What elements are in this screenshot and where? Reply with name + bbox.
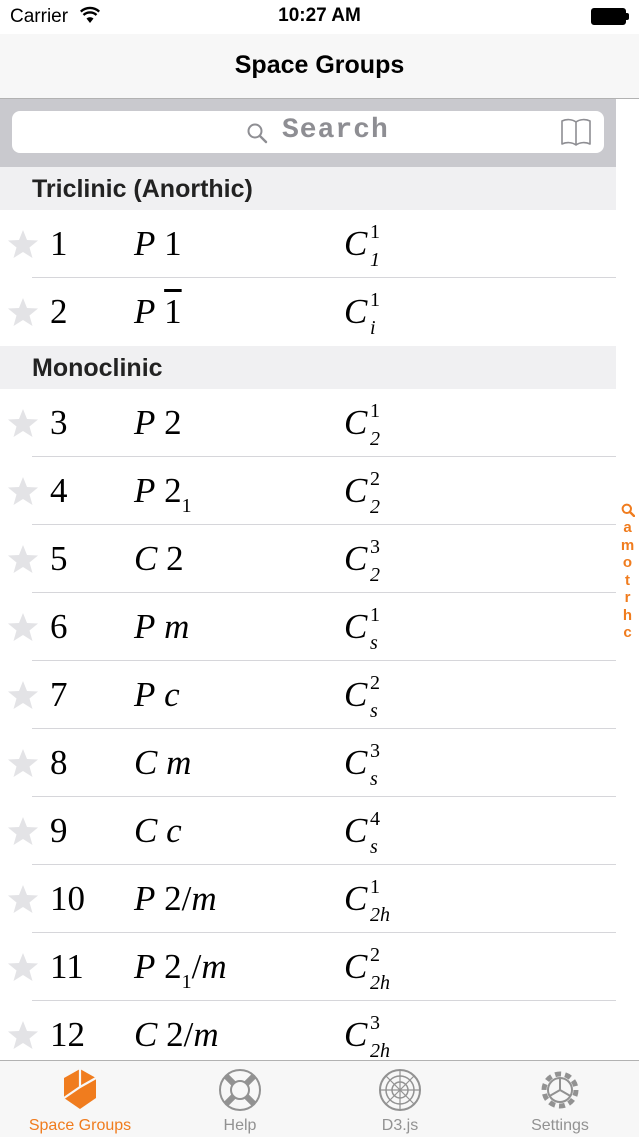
index-search-icon[interactable] bbox=[621, 503, 635, 517]
favorite-star-icon[interactable] bbox=[7, 884, 39, 914]
tab-label: Settings bbox=[531, 1117, 589, 1134]
hermann-mauguin-symbol: P c bbox=[134, 675, 180, 714]
index-letter[interactable]: m bbox=[620, 536, 635, 554]
section-index-bar[interactable] bbox=[616, 500, 639, 642]
tab-space-groups[interactable] bbox=[0, 1061, 160, 1137]
search-bar bbox=[0, 99, 616, 167]
schoenflies-symbol: C 3 2 bbox=[344, 536, 380, 586]
table-row[interactable] bbox=[0, 593, 616, 661]
favorite-star-icon[interactable] bbox=[7, 1020, 39, 1050]
search-input[interactable] bbox=[12, 111, 604, 153]
space-group-number: 4 bbox=[50, 471, 68, 510]
index-letter[interactable]: c bbox=[623, 624, 632, 641]
table-row[interactable] bbox=[0, 1001, 616, 1060]
schoenflies-symbol: C 1 2h bbox=[344, 876, 390, 926]
space-group-number: 5 bbox=[50, 539, 68, 578]
section-header bbox=[0, 346, 616, 389]
favorite-star-icon[interactable] bbox=[7, 229, 39, 259]
space-group-number: 10 bbox=[50, 879, 85, 918]
hermann-mauguin-symbol: P 2 bbox=[134, 403, 182, 442]
radar-icon bbox=[377, 1067, 423, 1113]
table-row[interactable] bbox=[0, 661, 616, 729]
space-group-number: 9 bbox=[50, 811, 68, 850]
schoenflies-symbol: C 2 2h bbox=[344, 944, 390, 994]
space-group-number: 2 bbox=[50, 292, 68, 331]
book-icon[interactable] bbox=[560, 117, 592, 147]
space-group-number: 12 bbox=[50, 1015, 85, 1054]
hermann-mauguin-symbol: P m bbox=[134, 607, 190, 646]
tab-bar bbox=[0, 1060, 639, 1137]
section-title: Triclinic (Anorthic) bbox=[32, 175, 253, 203]
favorite-star-icon[interactable] bbox=[7, 748, 39, 778]
section-title: Monoclinic bbox=[32, 354, 163, 382]
index-letter[interactable]: r bbox=[624, 589, 631, 606]
favorite-star-icon[interactable] bbox=[7, 816, 39, 846]
schoenflies-symbol: C 1 i bbox=[344, 289, 380, 339]
space-group-number: 7 bbox=[50, 675, 68, 714]
hermann-mauguin-symbol: C 2 bbox=[134, 539, 184, 578]
index-letter[interactable]: o bbox=[622, 554, 633, 571]
tab-d3js[interactable] bbox=[320, 1061, 480, 1137]
favorite-star-icon[interactable] bbox=[7, 544, 39, 574]
favorite-star-icon[interactable] bbox=[7, 408, 39, 438]
space-group-number: 1 bbox=[50, 224, 68, 263]
page-title: Space Groups bbox=[234, 51, 405, 79]
favorite-star-icon[interactable] bbox=[7, 297, 39, 327]
index-letter[interactable]: h bbox=[622, 606, 633, 624]
tab-label: D3.js bbox=[381, 1117, 419, 1134]
lifebuoy-icon bbox=[217, 1067, 263, 1113]
schoenflies-symbol: C 1 1 bbox=[344, 221, 380, 271]
table-row[interactable] bbox=[0, 457, 616, 525]
table-row[interactable] bbox=[0, 729, 616, 797]
tab-label: Space Groups bbox=[28, 1117, 132, 1134]
table-row[interactable] bbox=[0, 865, 616, 933]
search-icon bbox=[246, 122, 268, 144]
hermann-mauguin-symbol: P $2_1$ bbox=[134, 471, 192, 517]
hexagon-icon bbox=[57, 1067, 103, 1113]
hermann-mauguin-symbol: C m bbox=[134, 743, 192, 782]
tab-settings[interactable] bbox=[480, 1061, 639, 1137]
space-group-list[interactable] bbox=[0, 167, 616, 1060]
schoenflies-symbol: C 3 s bbox=[344, 740, 380, 790]
space-group-number: 8 bbox=[50, 743, 68, 782]
index-letter[interactable]: a bbox=[623, 519, 632, 536]
hermann-mauguin-symbol: C 2/m bbox=[134, 1015, 219, 1054]
space-group-number: 3 bbox=[50, 403, 68, 442]
schoenflies-symbol: C 1 s bbox=[344, 604, 380, 654]
search-placeholder: Search bbox=[282, 115, 389, 146]
space-group-number: 6 bbox=[50, 607, 68, 646]
hermann-mauguin-symbol: P 2/m bbox=[134, 879, 217, 918]
table-row[interactable] bbox=[0, 210, 616, 278]
hermann-mauguin-symbol: P 1 bbox=[134, 224, 182, 263]
schoenflies-symbol: C 2 2 bbox=[344, 468, 380, 518]
favorite-star-icon[interactable] bbox=[7, 476, 39, 506]
gear-icon bbox=[537, 1067, 583, 1113]
favorite-star-icon[interactable] bbox=[7, 612, 39, 642]
space-group-number: 11 bbox=[50, 947, 84, 986]
tab-label: Help bbox=[223, 1117, 257, 1134]
schoenflies-symbol: C 2 s bbox=[344, 672, 380, 722]
schoenflies-symbol: C 3 2h bbox=[344, 1012, 390, 1060]
status-bar bbox=[0, 0, 639, 34]
navigation-bar bbox=[0, 34, 639, 99]
table-row[interactable] bbox=[0, 525, 616, 593]
hermann-mauguin-symbol: P 1 bbox=[134, 292, 182, 331]
table-row[interactable] bbox=[0, 933, 616, 1001]
table-row[interactable] bbox=[0, 389, 616, 457]
schoenflies-symbol: C 1 2 bbox=[344, 400, 380, 450]
favorite-star-icon[interactable] bbox=[7, 952, 39, 982]
hermann-mauguin-symbol: P $2_1/m$ bbox=[134, 947, 227, 993]
table-row[interactable] bbox=[0, 797, 616, 865]
tab-help[interactable] bbox=[160, 1061, 320, 1137]
schoenflies-symbol: C 4 s bbox=[344, 808, 380, 858]
clock: 10:27 AM bbox=[278, 5, 361, 26]
table-row[interactable] bbox=[0, 278, 616, 346]
hermann-mauguin-symbol: C c bbox=[134, 811, 182, 850]
carrier-label: Carrier bbox=[10, 6, 69, 27]
battery-icon bbox=[591, 8, 629, 25]
index-letter[interactable]: t bbox=[625, 571, 630, 589]
section-header bbox=[0, 167, 616, 210]
favorite-star-icon[interactable] bbox=[7, 680, 39, 710]
